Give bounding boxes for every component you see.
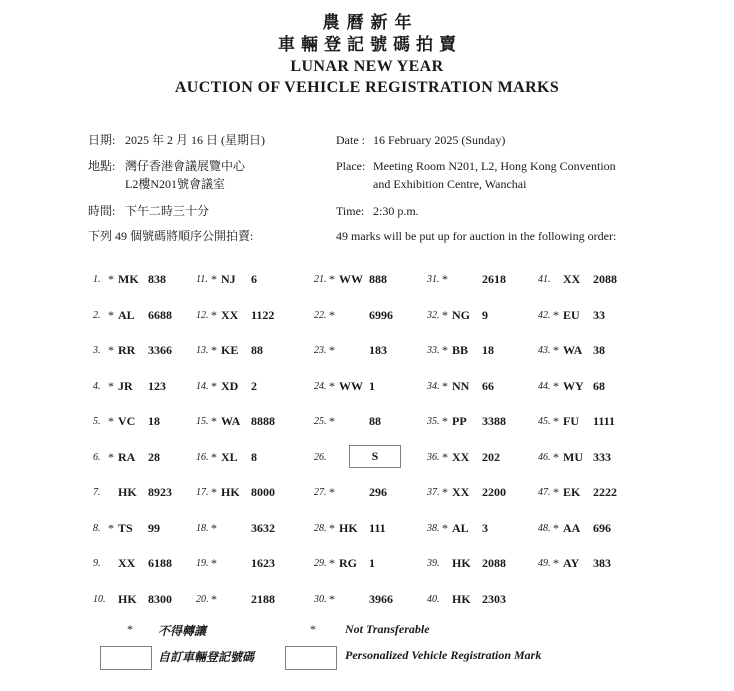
place-label-zh: 地點: — [88, 159, 116, 173]
mark-number: 202 — [482, 449, 500, 464]
mark-number: 8000 — [251, 485, 275, 499]
mark-item — [538, 308, 673, 344]
not-transferable-star: * — [211, 378, 217, 393]
mark-number: 2188 — [251, 591, 275, 606]
asterisk-symbol: * — [310, 622, 316, 636]
date-label-zh: 日期: — [88, 133, 116, 147]
mark-index: 37. — [427, 487, 440, 498]
personalized-mark-box-icon — [285, 646, 337, 670]
mark-index: 7. — [93, 487, 101, 498]
marks-column — [427, 272, 538, 628]
mark-prefix: WW — [339, 272, 363, 286]
mark-prefix: EK — [563, 485, 581, 499]
mark-item — [427, 343, 538, 379]
mark-index: 1. — [93, 274, 101, 285]
mark-prefix: HK — [452, 591, 471, 606]
not-transferable-star: * — [442, 307, 448, 322]
mark-item — [427, 414, 538, 450]
mark-prefix: XL — [221, 449, 238, 464]
mark-prefix: MK — [118, 272, 139, 286]
mark-number: 8888 — [251, 414, 275, 428]
not-transferable-star: * — [108, 449, 114, 464]
not-transferable-star: * — [553, 307, 559, 322]
place-value-en — [373, 157, 676, 193]
mark-number: 6 — [251, 272, 257, 286]
mark-prefix: NJ — [221, 272, 236, 286]
not-transferable-star: * — [553, 556, 559, 570]
mark-index: 35. — [427, 416, 440, 427]
mark-prefix: WY — [563, 378, 584, 393]
not-transferable-star: * — [108, 343, 114, 357]
title-chinese-line1: 農曆新年 — [322, 13, 419, 32]
mark-item — [93, 379, 196, 415]
mark-item — [93, 414, 196, 450]
not-transferable-star: * — [108, 272, 114, 286]
mark-index: 24. — [314, 380, 327, 392]
mark-item — [427, 379, 538, 415]
mark-prefix: TS — [118, 520, 133, 535]
intro-text-en: 49 marks will be put up for auction in the following order: — [336, 229, 617, 243]
mark-number: 88 — [251, 343, 263, 357]
asterisk-symbol: * — [127, 622, 133, 636]
not-transferable-star: * — [553, 414, 559, 428]
mark-item — [427, 308, 538, 344]
mark-item — [314, 343, 427, 379]
not-transferable-star: * — [211, 556, 217, 570]
mark-number: 333 — [593, 449, 611, 464]
mark-number: 2 — [251, 378, 257, 393]
mark-number: 3966 — [369, 591, 393, 606]
mark-item — [427, 272, 538, 308]
mark-item — [538, 485, 673, 521]
mark-number: 8923 — [148, 485, 172, 499]
mark-item — [93, 450, 196, 486]
not-transferable-star: * — [553, 520, 559, 535]
mark-prefix: KE — [221, 343, 239, 357]
mark-item — [538, 450, 673, 486]
not-transferable-star: * — [108, 378, 114, 393]
title-chinese-line2: 車輛登記號碼拍賣 — [278, 35, 462, 54]
mark-number: 99 — [148, 520, 160, 535]
mark-number: 1623 — [251, 556, 275, 570]
not-transferable-star: * — [553, 378, 559, 393]
mark-item — [196, 343, 314, 379]
mark-index: 5. — [93, 416, 101, 427]
not-transferable-star: * — [108, 520, 114, 535]
mark-number: 2200 — [482, 485, 506, 499]
mark-prefix: AL — [118, 307, 135, 322]
place-line2-zh: L2樓N201號會議室 — [125, 177, 225, 191]
mark-prefix: XD — [221, 378, 239, 393]
mark-prefix: WA — [563, 343, 583, 357]
date-label-en: Date : — [336, 133, 365, 147]
mark-number: 3632 — [251, 520, 275, 535]
mark-number: 1 — [369, 556, 375, 570]
mark-item — [427, 556, 538, 592]
mark-index: 47. — [538, 487, 551, 498]
not-transferable-star: * — [211, 485, 217, 499]
mark-number: 38 — [593, 343, 605, 357]
mark-index: 4. — [93, 380, 101, 392]
mark-index: 27. — [314, 487, 327, 498]
mark-index: 12. — [196, 309, 209, 321]
mark-item — [314, 308, 427, 344]
mark-number: 68 — [593, 378, 605, 393]
time-value-zh: 下午二時三十分 — [125, 204, 210, 218]
not-transferable-star: * — [108, 414, 114, 428]
personalized-mark-box-icon — [100, 646, 152, 670]
mark-prefix: HK — [221, 485, 240, 499]
mark-index: 8. — [93, 522, 101, 534]
legend-personalized-zh: 自訂車輛登記號碼 — [158, 650, 255, 664]
time-label-zh: 時間: — [88, 204, 116, 218]
mark-prefix: JR — [118, 378, 133, 393]
not-transferable-star: * — [108, 307, 114, 322]
mark-index: 36. — [427, 451, 440, 463]
legend — [0, 620, 734, 680]
personalized-mark-box: S — [349, 445, 401, 468]
mark-number: 66 — [482, 378, 494, 393]
mark-index: 34. — [427, 380, 440, 392]
mark-number: 88 — [369, 414, 381, 428]
mark-prefix: AA — [563, 520, 581, 535]
mark-number: 6996 — [369, 307, 393, 322]
mark-number: 8300 — [148, 591, 172, 606]
mark-item — [427, 521, 538, 557]
mark-index: 13. — [196, 345, 209, 356]
mark-item — [314, 379, 427, 415]
mark-number: 123 — [148, 378, 166, 393]
mark-number: 2303 — [482, 591, 506, 606]
mark-number: 1 — [369, 378, 375, 393]
mark-index: 46. — [538, 451, 551, 463]
mark-index: 33. — [427, 345, 440, 356]
mark-prefix: RA — [118, 449, 136, 464]
mark-item — [196, 308, 314, 344]
mark-number: 2088 — [593, 272, 617, 286]
mark-item — [93, 272, 196, 308]
info-row-place-zh — [88, 157, 333, 193]
place-line2-en: and Exhibition Centre, Wanchai — [373, 177, 527, 191]
mark-number: 8 — [251, 449, 257, 464]
mark-number: 9 — [482, 307, 488, 322]
legend-not-transferable-en: Not Transferable — [345, 622, 430, 636]
mark-index: 20. — [196, 593, 209, 605]
mark-number: 18 — [148, 414, 160, 428]
not-transferable-star: * — [211, 449, 217, 464]
mark-item — [538, 343, 673, 379]
mark-prefix: HK — [118, 485, 137, 499]
mark-prefix: XX — [118, 556, 136, 570]
mark-index: 2. — [93, 309, 101, 321]
mark-index: 11. — [196, 274, 208, 285]
info-row-date-zh — [88, 131, 333, 149]
mark-item — [196, 272, 314, 308]
info-row-date-en — [336, 131, 676, 149]
mark-prefix: EU — [563, 307, 580, 322]
document-header — [0, 12, 734, 98]
mark-item — [538, 272, 673, 308]
mark-index: 49. — [538, 558, 551, 569]
not-transferable-star: * — [211, 414, 217, 428]
mark-index: 10. — [93, 593, 106, 605]
mark-number: 838 — [148, 272, 166, 286]
place-line1-en: Meeting Room N201, L2, Hong Kong Convention — [373, 159, 616, 173]
date-value-zh: 2025 年 2 月 16 日 (星期日) — [125, 133, 265, 147]
mark-item — [538, 521, 673, 557]
mark-number: 3388 — [482, 414, 506, 428]
mark-prefix: WA — [221, 414, 241, 428]
mark-item — [93, 521, 196, 557]
mark-item — [538, 556, 673, 592]
mark-number: 183 — [369, 343, 387, 357]
mark-item — [314, 521, 427, 557]
not-transferable-star: * — [442, 485, 448, 499]
info-row-time-en — [336, 202, 676, 220]
mark-item — [196, 556, 314, 592]
place-value-zh — [125, 157, 333, 193]
mark-item — [314, 450, 427, 486]
mark-item — [196, 379, 314, 415]
mark-index: 45. — [538, 416, 551, 427]
mark-prefix: AY — [563, 556, 580, 570]
marks-column — [196, 272, 314, 628]
mark-number: 1111 — [593, 414, 616, 428]
place-line1-zh: 灣仔香港會議展覽中心 — [125, 159, 246, 173]
mark-item — [93, 308, 196, 344]
mark-index: 28. — [314, 522, 327, 534]
mark-item — [93, 556, 196, 592]
not-transferable-star: * — [329, 343, 335, 357]
mark-prefix: WW — [339, 378, 363, 393]
mark-index: 3. — [93, 345, 101, 356]
mark-item — [196, 450, 314, 486]
mark-item — [427, 485, 538, 521]
mark-prefix: NN — [452, 378, 470, 393]
mark-number: 2088 — [482, 556, 506, 570]
marks-column — [314, 272, 427, 628]
mark-index: 43. — [538, 345, 551, 356]
mark-index: 21. — [314, 274, 327, 285]
legend-not-transferable-zh: 不得轉讓 — [158, 624, 207, 638]
not-transferable-star: * — [211, 272, 217, 286]
not-transferable-star: * — [329, 414, 335, 428]
mark-number: 2222 — [593, 485, 617, 499]
not-transferable-star: * — [553, 449, 559, 464]
mark-prefix: XX — [563, 272, 581, 286]
not-transferable-star: * — [442, 272, 448, 286]
mark-prefix: BB — [452, 343, 469, 357]
mark-index: 6. — [93, 451, 101, 463]
mark-item — [314, 272, 427, 308]
not-transferable-star: * — [329, 591, 335, 606]
mark-number: 33 — [593, 307, 605, 322]
mark-index: 39. — [427, 558, 440, 569]
not-transferable-star: * — [329, 307, 335, 322]
mark-index: 17. — [196, 487, 209, 498]
mark-index: 23. — [314, 345, 327, 356]
mark-index: 41. — [538, 274, 551, 285]
mark-index: 44. — [538, 380, 551, 392]
mark-index: 48. — [538, 522, 551, 534]
mark-index: 38. — [427, 522, 440, 534]
not-transferable-star: * — [329, 520, 335, 535]
mark-prefix: PP — [452, 414, 467, 428]
mark-number: 696 — [593, 520, 611, 535]
mark-number: 6188 — [148, 556, 172, 570]
time-label-en: Time: — [336, 204, 365, 218]
mark-number: 3 — [482, 520, 488, 535]
mark-prefix: HK — [339, 520, 358, 535]
mark-item — [538, 379, 673, 415]
not-transferable-star: * — [442, 414, 448, 428]
mark-item — [314, 556, 427, 592]
mark-item — [427, 450, 538, 486]
not-transferable-star: * — [211, 591, 217, 606]
mark-index: 9. — [93, 558, 101, 569]
mark-prefix: HK — [118, 591, 137, 606]
mark-prefix: XX — [221, 307, 239, 322]
mark-index: 30. — [314, 593, 327, 605]
mark-index: 31. — [427, 274, 440, 285]
mark-prefix: VC — [118, 414, 136, 428]
mark-item — [538, 414, 673, 450]
mark-prefix: FU — [563, 414, 579, 428]
not-transferable-star: * — [211, 307, 217, 322]
mark-prefix: XX — [452, 485, 470, 499]
not-transferable-star: * — [442, 449, 448, 464]
mark-number: 383 — [593, 556, 611, 570]
mark-prefix: RG — [339, 556, 357, 570]
mark-number: 18 — [482, 343, 494, 357]
mark-item — [196, 521, 314, 557]
mark-number: 28 — [148, 449, 160, 464]
mark-index: 29. — [314, 558, 327, 569]
not-transferable-star: * — [329, 556, 335, 570]
intro-text-zh: 下列 49 個號碼將順序公開拍賣: — [88, 229, 254, 243]
mark-number: 3366 — [148, 343, 172, 357]
mark-item — [196, 414, 314, 450]
marks-column — [538, 272, 673, 628]
mark-number: 1122 — [251, 307, 275, 322]
mark-index: 26. — [314, 451, 327, 463]
mark-index: 14. — [196, 380, 209, 392]
date-value-en: 16 February 2025 (Sunday) — [373, 133, 506, 147]
info-row-place-en — [336, 157, 676, 193]
mark-index: 25. — [314, 416, 327, 427]
not-transferable-star: * — [211, 343, 217, 357]
mark-index: 22. — [314, 309, 327, 321]
not-transferable-star: * — [211, 520, 217, 535]
not-transferable-star: * — [553, 485, 559, 499]
mark-index: 32. — [427, 309, 440, 321]
title-english-line1: LUNAR NEW YEAR — [290, 58, 444, 75]
mark-prefix: HK — [452, 556, 471, 570]
mark-prefix: AL — [452, 520, 469, 535]
not-transferable-star: * — [442, 520, 448, 535]
marks-list — [93, 272, 673, 628]
mark-index: 19. — [196, 558, 209, 569]
mark-number: 296 — [369, 485, 387, 499]
not-transferable-star: * — [553, 343, 559, 357]
mark-index: 16. — [196, 451, 209, 463]
not-transferable-star: * — [329, 272, 335, 286]
not-transferable-star: * — [442, 378, 448, 393]
mark-prefix: XX — [452, 449, 470, 464]
mark-item — [93, 343, 196, 379]
marks-column — [93, 272, 196, 628]
mark-number: 888 — [369, 272, 387, 286]
not-transferable-star: * — [442, 343, 448, 357]
place-label-en: Place: — [336, 159, 366, 173]
mark-prefix: NG — [452, 307, 470, 322]
mark-prefix: MU — [563, 449, 583, 464]
info-row-time-zh — [88, 202, 333, 220]
mark-item — [93, 485, 196, 521]
mark-index: 18. — [196, 522, 209, 534]
mark-item — [196, 485, 314, 521]
not-transferable-star: * — [329, 378, 335, 393]
title-english-line2: AUCTION OF VEHICLE REGISTRATION MARKS — [174, 79, 560, 96]
legend-personalized-en: Personalized Vehicle Registration Mark — [345, 648, 542, 662]
mark-number: 111 — [369, 520, 386, 535]
mark-prefix: RR — [118, 343, 136, 357]
mark-number: 6688 — [148, 307, 172, 322]
mark-index: 40. — [427, 593, 440, 605]
mark-index: 15. — [196, 416, 209, 427]
mark-index: 42. — [538, 309, 551, 321]
time-value-en: 2:30 p.m. — [373, 204, 419, 218]
not-transferable-star: * — [329, 485, 335, 499]
mark-number: 2618 — [482, 272, 506, 286]
mark-item — [314, 485, 427, 521]
